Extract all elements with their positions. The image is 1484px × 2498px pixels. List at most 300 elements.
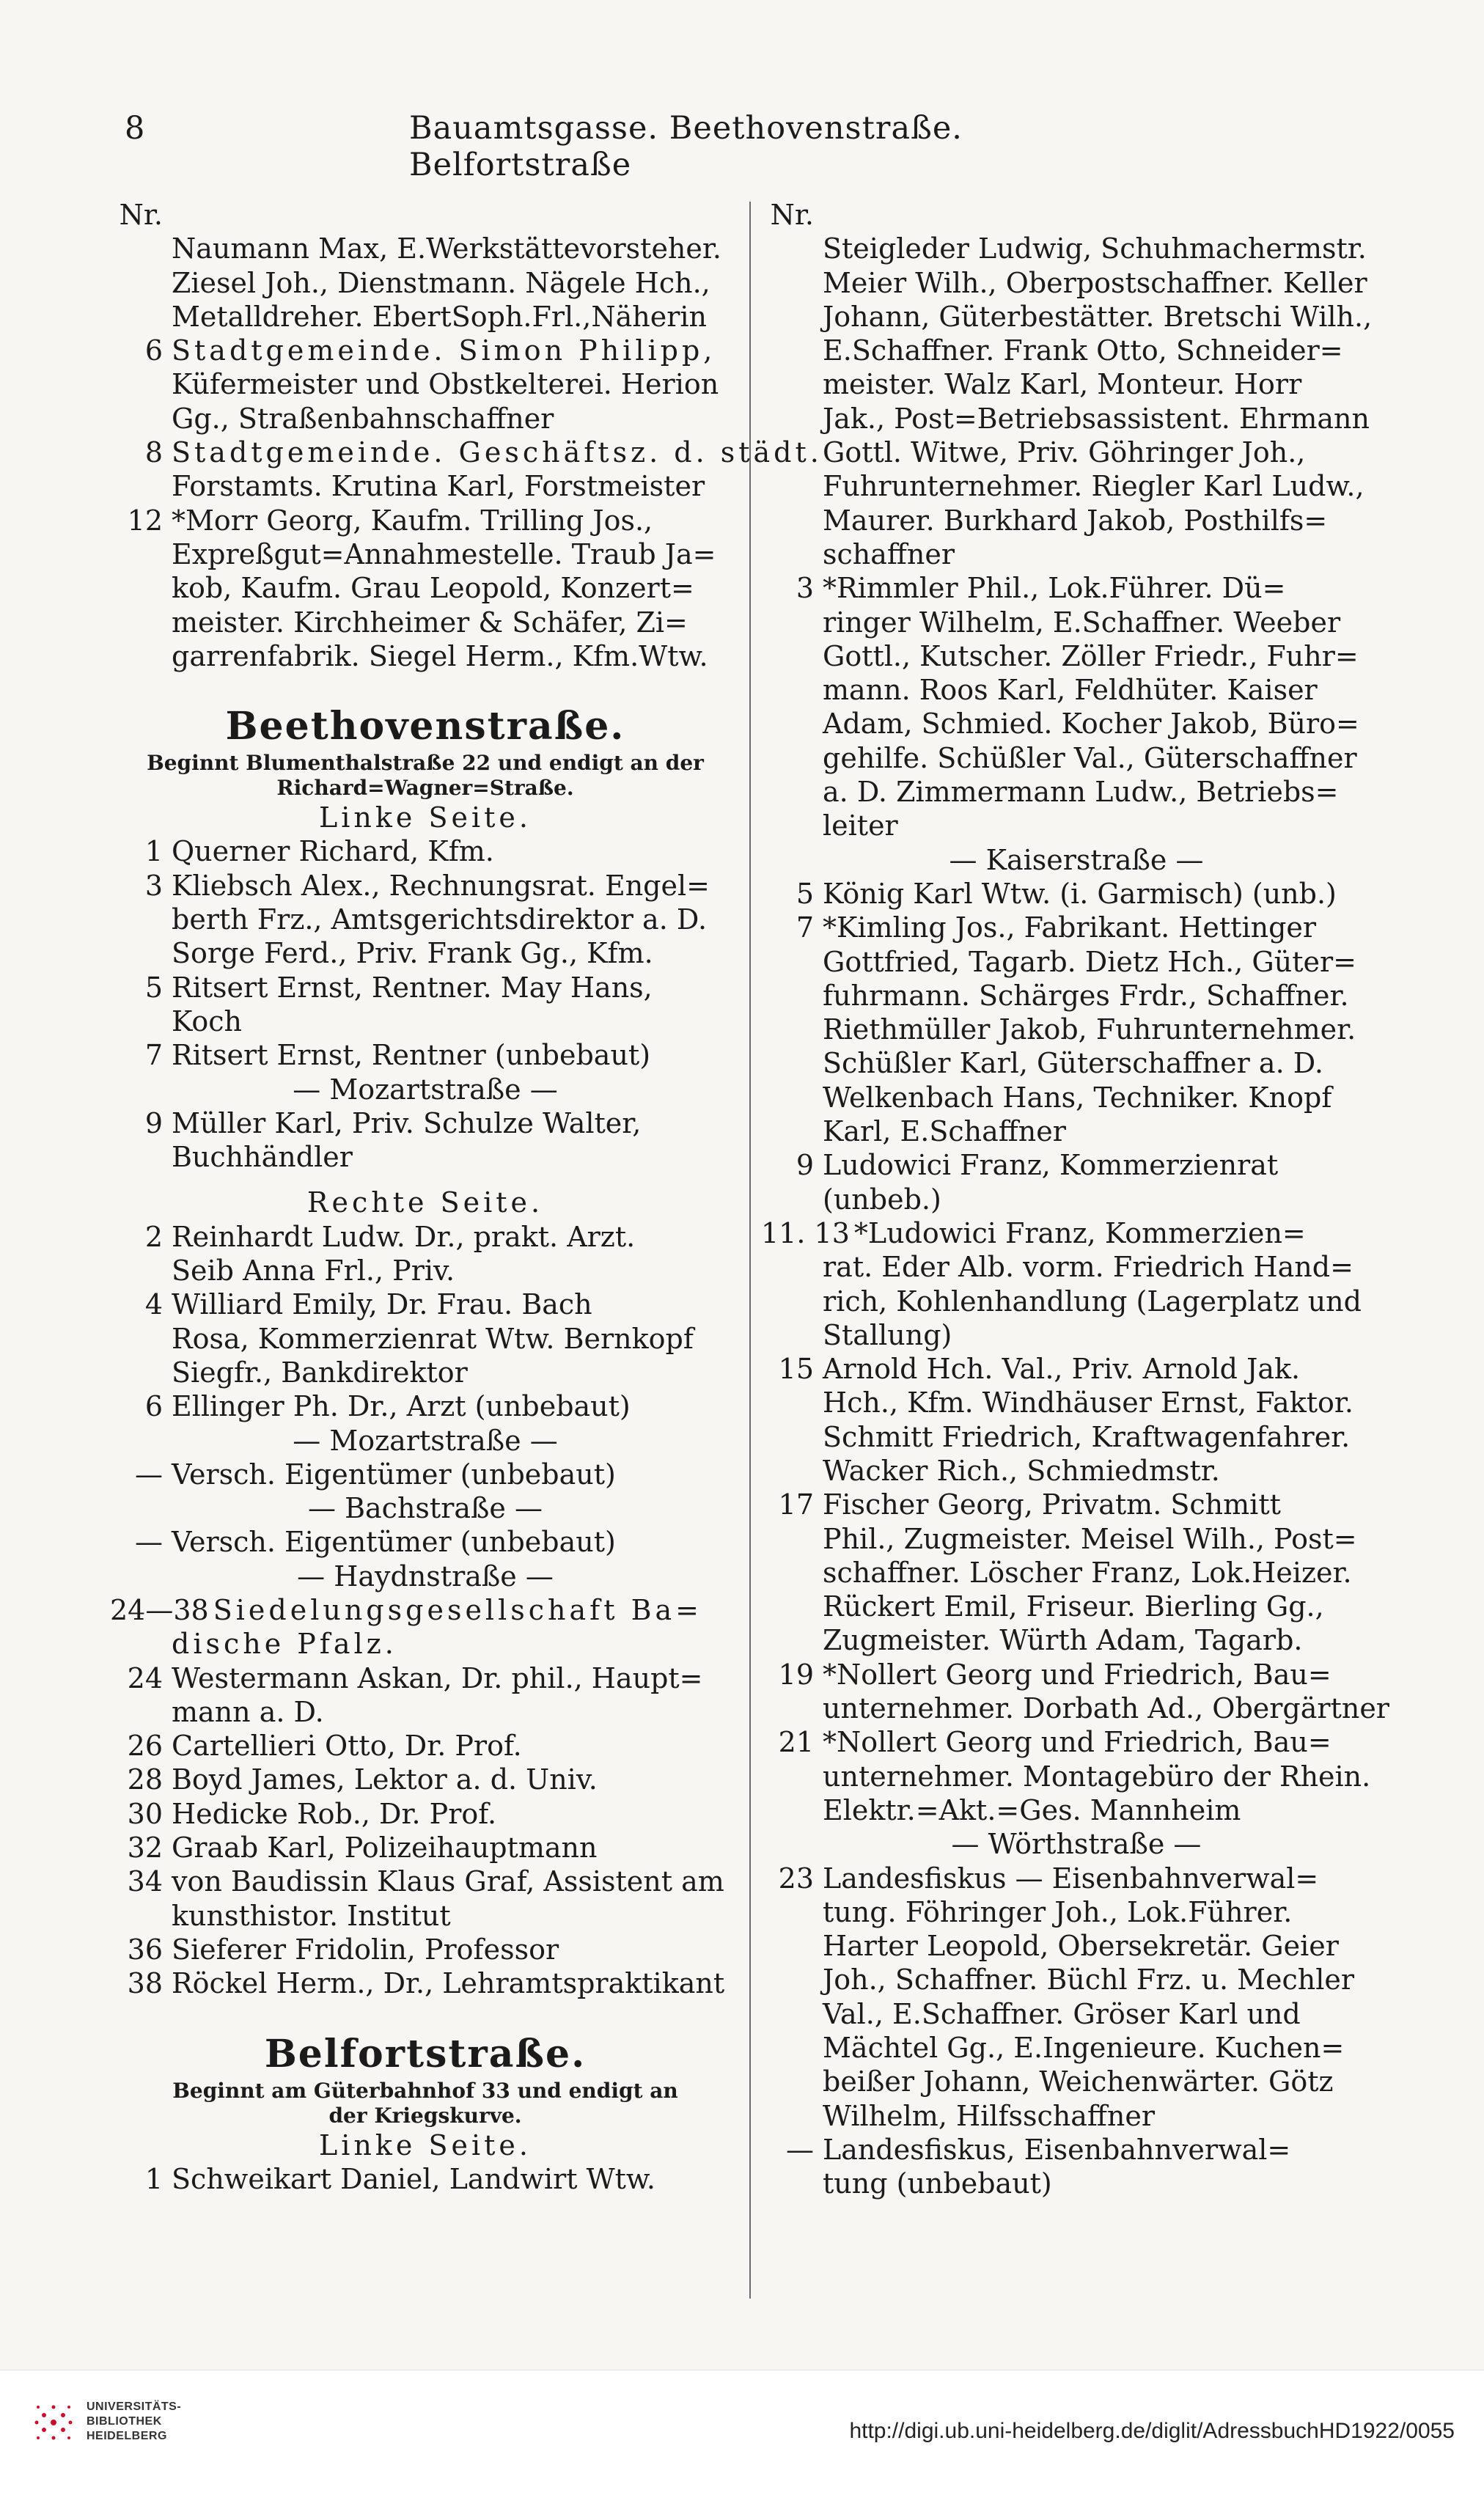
resident-text: ringer Wilhelm, E.Schaffner. Weeber xyxy=(823,606,1341,639)
house-number xyxy=(761,2031,823,2065)
entry-line xyxy=(110,2162,741,2196)
resident-text: Johann, Güterbestätter. Bretschi Wilh., xyxy=(823,300,1373,333)
entry-line xyxy=(110,232,741,265)
entry-line xyxy=(110,334,741,367)
house-number: 12 xyxy=(127,504,163,537)
entry-line xyxy=(110,1424,741,1458)
entry-line xyxy=(110,1865,741,1898)
resident-text: Meier Wilh., Oberpostschaffner. Keller xyxy=(823,266,1367,299)
entry-line xyxy=(761,639,1392,673)
entry-line xyxy=(110,367,741,401)
resident-text: Wacker Rich., Schmiedmstr. xyxy=(823,1454,1220,1487)
resident-text: Ludowici Franz, Kommerzienrat xyxy=(823,1149,1279,1182)
entry-line xyxy=(110,936,741,970)
resident-text: Stadtgemeinde. Simon Philipp, xyxy=(172,334,716,367)
resident-text: Wilhelm, Hilfsschaffner xyxy=(823,2099,1156,2132)
house-number xyxy=(761,1929,823,1963)
house-number xyxy=(761,1013,823,1046)
house-number xyxy=(110,1322,172,1356)
entry-line xyxy=(110,1106,741,1140)
house-number: 38 xyxy=(127,1967,163,2000)
resident-text: Welkenbach Hans, Techniker. Knopf xyxy=(823,1081,1332,1114)
resident-text: berth Frz., Amtsgerichtsdirektor a. D. xyxy=(172,903,708,936)
entry-line xyxy=(110,1038,741,1072)
cross-street-marker: — Mozartstraße — xyxy=(293,1073,558,1106)
resident-text: unternehmer. Dorbath Ad., Obergärtner xyxy=(823,1692,1389,1725)
entry-line xyxy=(761,1725,1392,1759)
entry-line xyxy=(761,1352,1392,1386)
resident-text: Ritsert Ernst, Rentner. May Hans, xyxy=(172,971,653,1004)
house-number xyxy=(761,1250,823,1284)
entry-line xyxy=(110,1695,741,1729)
resident-text: Jak., Post=Betriebsassistent. Ehrmann xyxy=(823,402,1370,435)
house-number xyxy=(110,266,172,300)
entry-line xyxy=(761,1929,1392,1963)
resident-text: rich, Kohlenhandlung (Lagerplatz und xyxy=(823,1285,1362,1318)
house-number xyxy=(761,1522,823,1556)
entry-line xyxy=(110,198,741,232)
house-number: 17 xyxy=(778,1488,814,1521)
entry-line xyxy=(761,1488,1392,1521)
resident-text: unternehmer. Montagebüro der Rhein. xyxy=(823,1760,1371,1793)
entry-line xyxy=(761,198,1392,232)
resident-text: Gottfried, Tagarb. Dietz Hch., Güter= xyxy=(823,945,1357,978)
entry-line xyxy=(110,1322,741,1356)
side-heading-right: Rechte Seite. xyxy=(306,1186,544,1219)
cross-street-marker: — Haydnstraße — xyxy=(297,1560,554,1593)
house-number xyxy=(761,809,823,842)
house-number: 7 xyxy=(796,911,814,944)
house-number: 8 xyxy=(144,436,163,469)
resident-text: Buchhändler xyxy=(172,1141,353,1174)
house-number xyxy=(761,945,823,979)
entry-line xyxy=(761,1081,1392,1114)
entry-line xyxy=(110,1763,741,1796)
entry-line xyxy=(110,571,741,605)
house-number: 30 xyxy=(127,1797,163,1830)
house-number xyxy=(110,300,172,334)
resident-text: Seib Anna Frl., Priv. xyxy=(172,1254,455,1287)
resident-text: Fuhrunternehmer. Riegler Karl Ludw., xyxy=(823,470,1364,503)
house-number: 19 xyxy=(778,1658,814,1691)
house-number xyxy=(761,367,823,401)
house-number: Nr. xyxy=(119,199,163,231)
resident-text: dische Pfalz. xyxy=(172,1628,397,1661)
resident-text: Küfermeister und Obstkelterei. Herion xyxy=(172,368,719,401)
right-column xyxy=(761,198,1392,2201)
resident-text: Elektr.=Akt.=Ges. Mannheim xyxy=(823,1793,1241,1826)
resident-text: von Baudissin Klaus Graf, Assistent am xyxy=(172,1865,724,1898)
house-number: 36 xyxy=(127,1933,163,1966)
resident-text: Querner Richard, Kfm. xyxy=(172,835,494,868)
house-number xyxy=(110,936,172,970)
resident-text: Fischer Georg, Privatm. Schmitt xyxy=(823,1488,1281,1521)
house-number xyxy=(110,232,172,265)
street-heading-belfortstrasse: Belfortstraße. xyxy=(264,2031,587,2076)
house-number: 1 xyxy=(144,2162,163,2195)
entry-line xyxy=(761,1386,1392,1419)
entry-line xyxy=(761,2167,1392,2200)
entry-line xyxy=(761,707,1392,741)
resident-text: E.Schaffner. Frank Otto, Schneider= xyxy=(823,334,1343,367)
resident-text: rat. Eder Alb. vorm. Friedrich Hand= xyxy=(823,1251,1353,1284)
entry-line xyxy=(761,1420,1392,1454)
house-number xyxy=(761,334,823,367)
library-name-line: UNIVERSITÄTS- xyxy=(87,2400,182,2413)
resident-text: Rosa, Kommerzienrat Wtw. Bernkopf xyxy=(172,1322,694,1355)
entry-line xyxy=(761,911,1392,944)
entry-line xyxy=(110,1073,741,1106)
cross-street-marker: — Mozartstraße — xyxy=(293,1424,558,1457)
entry-line xyxy=(110,1356,741,1389)
house-number: 34 xyxy=(127,1865,163,1898)
house-number xyxy=(761,1386,823,1419)
entry-line xyxy=(761,334,1392,367)
running-title: Bauamtsgasse. Beethovenstraße. Belfortstraße xyxy=(409,110,963,183)
house-number xyxy=(761,2167,823,2200)
entry-line xyxy=(761,1827,1392,1861)
entry-line xyxy=(761,504,1392,537)
house-number: 32 xyxy=(127,1832,163,1865)
resident-text: Rückert Emil, Friseur. Bierling Gg., xyxy=(823,1590,1324,1623)
entry-line xyxy=(761,1963,1392,1996)
resident-text: meister. Kirchheimer & Schäfer, Zi= xyxy=(172,606,688,639)
house-number xyxy=(761,639,823,673)
house-number xyxy=(110,469,172,503)
resident-text: Koch xyxy=(172,1004,243,1037)
resident-text: Riethmüller Jakob, Fuhrunternehmer. xyxy=(823,1013,1356,1046)
resident-text: Joh., Schaffner. Büchl Frz. u. Mechler xyxy=(823,1963,1355,1996)
cross-street-marker: — Kaiserstraße — xyxy=(949,843,1204,876)
entry-line xyxy=(110,469,741,503)
resident-text: Versch. Eigentümer (unbebaut) xyxy=(172,1526,616,1559)
house-number: 24 xyxy=(127,1661,163,1694)
entry-line xyxy=(110,1831,741,1865)
house-number xyxy=(761,1590,823,1623)
library-name xyxy=(87,2400,181,2444)
house-number: 6 xyxy=(144,334,163,367)
entry-line xyxy=(761,1793,1392,1827)
resident-text: Karl, E.Schaffner xyxy=(823,1115,1066,1148)
house-number xyxy=(761,1420,823,1454)
entry-line xyxy=(110,1593,741,1627)
left-column-entries xyxy=(110,198,823,673)
house-number xyxy=(110,1004,172,1038)
entry-line xyxy=(110,834,741,868)
entry-line xyxy=(761,1216,1392,1250)
entry-line xyxy=(761,436,1392,469)
house-number xyxy=(110,1627,172,1661)
entry-line xyxy=(110,537,741,571)
house-number xyxy=(761,741,823,775)
entry-line xyxy=(761,571,1392,605)
resident-text: Westermann Askan, Dr. phil., Haupt= xyxy=(172,1661,703,1694)
entry-line xyxy=(110,1004,741,1038)
page-header xyxy=(110,110,1136,183)
column-divider xyxy=(749,202,751,2299)
resident-text: Ritsert Ernst, Rentner (unbebaut) xyxy=(172,1039,651,1072)
street-description: Beginnt Blumenthalstraße 22 und endigt an der xyxy=(147,751,704,776)
entry-line xyxy=(761,1454,1392,1488)
resident-text: Steigleder Ludwig, Schuhmachermstr. xyxy=(823,232,1367,265)
entry-line xyxy=(110,1933,741,1966)
resident-text: Sieferer Fridolin, Professor xyxy=(172,1933,559,1966)
side-heading-left: Linke Seite. xyxy=(319,2128,532,2161)
library-logo-icon xyxy=(28,2397,79,2448)
house-number: 28 xyxy=(127,1763,163,1796)
entry-line xyxy=(110,1220,741,1254)
entry-line xyxy=(761,300,1392,334)
house-number xyxy=(110,571,172,605)
street-description: Beginnt am Güterbahnhof 33 und endigt an xyxy=(172,2078,678,2103)
resident-text: mann. Roos Karl, Feldhüter. Kaiser xyxy=(823,674,1318,707)
resident-text: Versch. Eigentümer (unbebaut) xyxy=(172,1458,616,1491)
resident-text: tung (unbebaut) xyxy=(823,2167,1052,2200)
entry-line xyxy=(761,1691,1392,1725)
entry-line xyxy=(110,1254,741,1287)
house-number xyxy=(761,1556,823,1590)
entry-line xyxy=(761,945,1392,979)
resident-text: *Ludowici Franz, Kommerzien= xyxy=(853,1216,1306,1249)
street-description: der Kriegskurve. xyxy=(328,2103,522,2128)
entry-line xyxy=(761,2065,1392,2098)
house-number: 7 xyxy=(144,1039,163,1072)
resident-text: Gg., Straßenbahnschaffner xyxy=(172,402,554,435)
side-heading-left: Linke Seite. xyxy=(319,801,532,834)
entry-line xyxy=(761,537,1392,571)
house-number xyxy=(110,367,172,401)
house-number: — xyxy=(135,1526,163,1559)
library-name-line: HEIDELBERG xyxy=(87,2430,167,2442)
library-name-line: BIBLIOTHEK xyxy=(87,2415,162,2428)
entry-line xyxy=(110,1560,741,1593)
entry-line xyxy=(761,469,1392,503)
resident-text: tung. Föhringer Joh., Lok.Führer. xyxy=(823,1895,1293,1928)
entry-line xyxy=(110,300,741,334)
resident-text: (unbeb.) xyxy=(823,1183,941,1216)
entry-line xyxy=(110,504,741,537)
house-number: 1 xyxy=(144,835,163,868)
house-number xyxy=(110,402,172,436)
entry-line xyxy=(110,402,741,436)
house-number xyxy=(110,1899,172,1933)
resident-text: Maurer. Burkhard Jakob, Posthilfs= xyxy=(823,504,1328,537)
entry-line xyxy=(761,1997,1392,2031)
resident-text: Metalldreher. EbertSoph.Frl.,Näherin xyxy=(172,300,707,333)
resident-text: garrenfabrik. Siegel Herm., Kfm.Wtw. xyxy=(172,639,708,672)
entry-line xyxy=(761,1318,1392,1352)
house-number xyxy=(110,1356,172,1389)
entry-line xyxy=(761,367,1392,401)
house-number xyxy=(110,1254,172,1287)
resident-text: *Morr Georg, Kaufm. Trilling Jos., xyxy=(172,504,653,537)
entry-line xyxy=(761,2031,1392,2065)
house-number xyxy=(761,2099,823,2133)
resident-text: Hch., Kfm. Windhäuser Ernst, Faktor. xyxy=(823,1386,1353,1419)
entry-line xyxy=(761,1590,1392,1623)
entry-line xyxy=(110,1661,741,1695)
entry-line xyxy=(761,1760,1392,1793)
belfort-entries xyxy=(110,2162,741,2196)
house-number: 9 xyxy=(796,1149,814,1182)
resident-text: Zugmeister. Würth Adam, Tagarb. xyxy=(823,1624,1303,1657)
entry-line xyxy=(110,1525,741,1559)
entry-line xyxy=(761,1183,1392,1216)
resident-text: Müller Karl, Priv. Schulze Walter, xyxy=(172,1106,642,1139)
entry-line xyxy=(110,1966,741,2000)
entry-line xyxy=(761,843,1392,877)
house-number: Nr. xyxy=(770,199,814,231)
entry-line xyxy=(761,1658,1392,1691)
resident-text: Harter Leopold, Obersekretär. Geier xyxy=(823,1930,1339,1963)
house-number: 24—38 xyxy=(110,1593,209,1626)
house-number xyxy=(761,775,823,809)
entry-line xyxy=(761,673,1392,707)
entry-line xyxy=(110,971,741,1004)
resident-text: Reinhardt Ludw. Dr., prakt. Arzt. xyxy=(172,1220,636,1253)
resident-text: Boyd James, Lektor a. d. Univ. xyxy=(172,1763,598,1796)
house-number xyxy=(761,1318,823,1352)
entry-line xyxy=(761,1114,1392,1148)
resident-text: Stadtgemeinde. Geschäftsz. d. städt. xyxy=(172,436,823,469)
house-number xyxy=(761,232,823,265)
entry-line xyxy=(761,979,1392,1013)
resident-text: kob, Kaufm. Grau Leopold, Konzert= xyxy=(172,572,694,605)
entry-line xyxy=(761,1013,1392,1046)
house-number xyxy=(110,1695,172,1729)
resident-text: Val., E.Schaffner. Gröser Karl und xyxy=(823,1997,1301,2030)
page-number: 8 xyxy=(125,110,146,147)
footer-bar xyxy=(0,2370,1484,2498)
house-number xyxy=(761,504,823,537)
resident-text: Gottl. Witwe, Priv. Göhringer Joh., xyxy=(823,436,1306,469)
resident-text: Arnold Hch. Val., Priv. Arnold Jak. xyxy=(823,1353,1301,1386)
resident-text: Forstamts. Krutina Karl, Forstmeister xyxy=(172,470,705,503)
resident-text: meister. Walz Karl, Monteur. Horr xyxy=(823,368,1302,401)
house-number: 5 xyxy=(796,877,814,910)
resident-text: leiter xyxy=(823,809,898,842)
house-number: 26 xyxy=(127,1730,163,1763)
resident-text: Landesfiskus — Eisenbahnverwal= xyxy=(823,1862,1319,1895)
house-number xyxy=(761,1183,823,1216)
resident-text: kunsthistor. Institut xyxy=(172,1899,451,1932)
source-url-link[interactable]: http://digi.ub.uni-heidelberg.de/diglit/AdressbuchHD1922/0055 xyxy=(849,2419,1455,2443)
house-number xyxy=(761,1760,823,1793)
entry-line xyxy=(761,232,1392,265)
house-number xyxy=(761,1081,823,1114)
house-number xyxy=(761,1046,823,1080)
house-number: 9 xyxy=(144,1106,163,1139)
resident-text: *Kimling Jos., Fabrikant. Hettinger xyxy=(823,911,1317,944)
house-number: 3 xyxy=(796,572,814,605)
house-number: 11. 13 xyxy=(761,1216,850,1249)
resident-text: Röckel Herm., Dr., Lehramtspraktikant xyxy=(172,1967,725,2000)
resident-text: Phil., Zugmeister. Meisel Wilh., Post= xyxy=(823,1522,1357,1555)
resident-text: Stallung) xyxy=(823,1318,952,1351)
resident-text: Gottl., Kutscher. Zöller Friedr., Fuhr= xyxy=(823,639,1359,672)
house-number xyxy=(761,1691,823,1725)
entry-line xyxy=(761,877,1392,911)
house-number: — xyxy=(135,1458,163,1491)
resident-text: Adam, Schmied. Kocher Jakob, Büro= xyxy=(823,708,1359,741)
resident-text: Ziesel Joh., Dienstmann. Nägele Hch., xyxy=(172,266,710,299)
house-number xyxy=(761,707,823,741)
house-number xyxy=(761,1793,823,1827)
house-number xyxy=(110,1140,172,1174)
house-number xyxy=(761,979,823,1013)
entry-line xyxy=(761,1895,1392,1929)
resident-text: Sorge Ferd., Priv. Frank Gg., Kfm. xyxy=(172,937,653,970)
resident-text: schaffner xyxy=(823,537,955,570)
resident-text: *Nollert Georg und Friedrich, Bau= xyxy=(823,1658,1331,1691)
house-number xyxy=(761,2065,823,2098)
house-number xyxy=(761,1997,823,2031)
entry-line xyxy=(761,1250,1392,1284)
house-number xyxy=(110,537,172,571)
entry-line xyxy=(110,1287,741,1321)
resident-text: mann a. D. xyxy=(172,1695,324,1728)
entry-line xyxy=(761,1046,1392,1080)
house-number: 2 xyxy=(144,1220,163,1253)
house-number xyxy=(761,1963,823,1996)
entry-line xyxy=(761,1522,1392,1556)
entry-line xyxy=(761,2133,1392,2167)
entry-line xyxy=(110,1458,741,1491)
house-number xyxy=(761,266,823,300)
house-number xyxy=(761,402,823,436)
entry-line xyxy=(110,436,823,469)
house-number xyxy=(761,537,823,571)
resident-text: Siedelungsgesellschaft Ba= xyxy=(213,1593,702,1626)
entry-line xyxy=(110,606,741,639)
entry-line xyxy=(761,266,1392,300)
entry-line xyxy=(110,869,741,903)
entry-line xyxy=(761,2099,1392,2133)
house-number xyxy=(761,469,823,503)
resident-text: schaffner. Löscher Franz, Lok.Heizer. xyxy=(823,1556,1352,1589)
entry-line xyxy=(110,1389,741,1423)
entry-line xyxy=(761,1556,1392,1590)
entry-line xyxy=(110,1627,741,1661)
cross-street-marker: — Bachstraße — xyxy=(308,1492,543,1525)
house-number: 23 xyxy=(778,1862,814,1895)
street-description: Richard=Wagner=Straße. xyxy=(276,776,574,801)
resident-text: König Karl Wtw. (i. Garmisch) (unb.) xyxy=(823,877,1337,910)
cross-street-marker: — Wörthstraße — xyxy=(951,1828,1202,1861)
entry-line xyxy=(761,1285,1392,1318)
entry-line xyxy=(110,266,741,300)
house-number: 3 xyxy=(144,869,163,902)
resident-text: Schweikart Daniel, Landwirt Wtw. xyxy=(172,2162,656,2195)
house-number: 5 xyxy=(144,971,163,1004)
resident-text: a. D. Zimmermann Ludw., Betriebs= xyxy=(823,776,1339,809)
house-number xyxy=(110,606,172,639)
entry-line xyxy=(761,809,1392,842)
house-number xyxy=(761,606,823,639)
resident-text: Hedicke Rob., Dr. Prof. xyxy=(172,1797,497,1830)
resident-text: Siegfr., Bankdirektor xyxy=(172,1356,468,1389)
entry-line xyxy=(110,1899,741,1933)
resident-text: Cartellieri Otto, Dr. Prof. xyxy=(172,1730,522,1763)
house-number: 6 xyxy=(144,1390,163,1423)
house-number: 4 xyxy=(144,1288,163,1321)
entry-line xyxy=(761,741,1392,775)
entry-line xyxy=(110,903,741,936)
resident-text: Naumann Max, E.Werkstättevorsteher. xyxy=(172,232,721,265)
resident-text: Ellinger Ph. Dr., Arzt (unbebaut) xyxy=(172,1390,631,1423)
house-number xyxy=(761,1114,823,1148)
resident-text: Mächtel Gg., E.Ingenieure. Kuchen= xyxy=(823,2032,1345,2065)
